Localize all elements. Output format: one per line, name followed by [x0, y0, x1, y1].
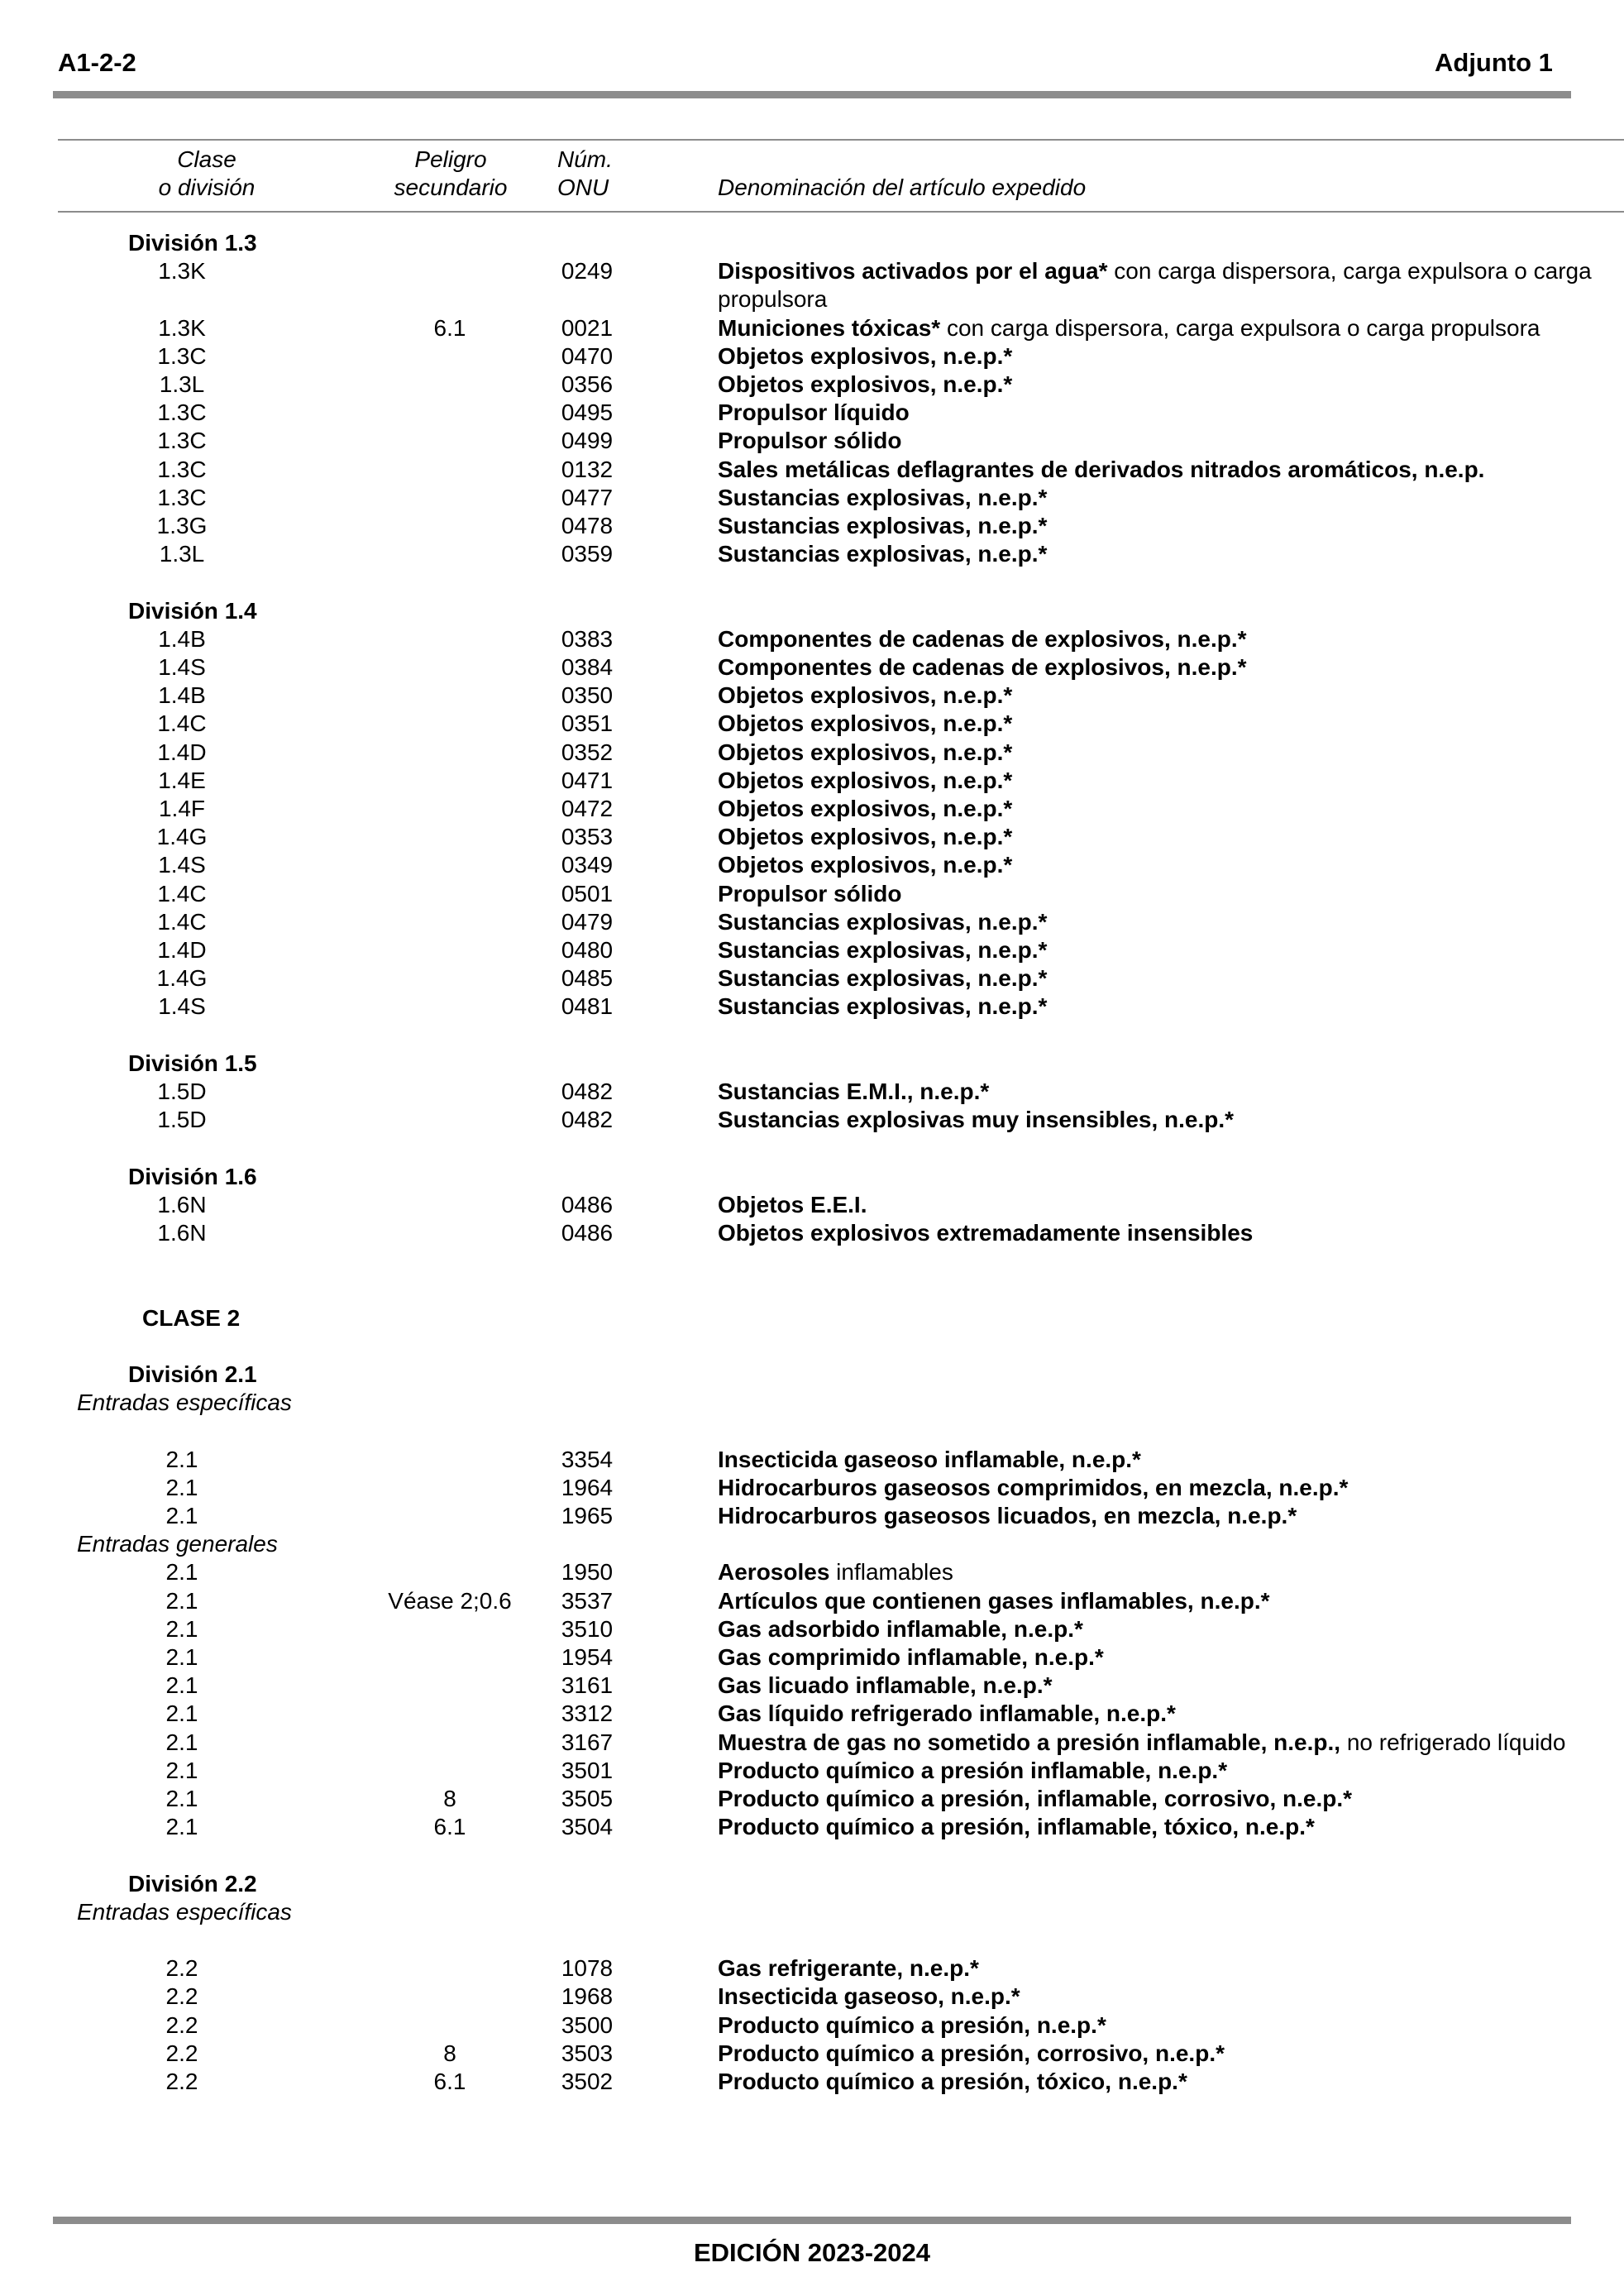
- attachment-label: Adjunto 1: [1435, 48, 1553, 77]
- class-division-cell: 1.5D: [157, 1107, 207, 1133]
- table-row: [0, 880, 1624, 908]
- shipping-name-qualifier: no refrigerado líquido: [1340, 1729, 1566, 1755]
- shipping-name-cell: [718, 1672, 1624, 1700]
- un-number-cell: 0021: [561, 314, 614, 341]
- shipping-name-cell: [718, 993, 1624, 1021]
- shipping-name-cell: [718, 1954, 1624, 1983]
- class-division-cell: 2.1: [165, 1615, 198, 1642]
- shipping-name-bold: Artículos que contienen gases inflamables, n.e.p.*: [718, 1587, 1270, 1614]
- secondary-hazard-cell: Véase 2;0.6: [388, 1587, 512, 1614]
- shipping-name-bold: Objetos explosivos, n.e.p.*: [718, 342, 1013, 369]
- entries-subheading: Entradas específicas: [77, 1898, 292, 1925]
- class-division-cell: 2.1: [165, 1474, 198, 1500]
- table-row: [0, 964, 1624, 993]
- un-number-cell: 1954: [561, 1644, 614, 1671]
- class-division-cell: 2.1: [165, 1729, 198, 1755]
- shipping-name-cell: [718, 2040, 1624, 2068]
- shipping-name-bold: Objetos E.E.I.: [718, 1191, 867, 1217]
- division-heading: División 1.5: [128, 1050, 257, 1076]
- class-division-cell: 1.4S: [158, 654, 206, 681]
- header-rule: [53, 91, 1571, 98]
- shipping-name-cell: [718, 456, 1624, 484]
- table-row: [0, 625, 1624, 653]
- entries-subheading: Entradas específicas: [77, 1390, 292, 1416]
- table-row: [0, 739, 1624, 767]
- un-number-cell: 0485: [561, 965, 614, 992]
- shipping-name-bold: Propulsor sólido: [718, 880, 902, 906]
- secondary-hazard-cell: 6.1: [433, 2069, 466, 2095]
- un-number-cell: 0486: [561, 1220, 614, 1246]
- table-row: [0, 993, 1624, 1021]
- shipping-name-bold: Gas adsorbido inflamable, n.e.p.*: [718, 1615, 1083, 1642]
- shipping-name-cell: [718, 399, 1624, 427]
- column-header-denominacion: Denominación del artículo expedido: [718, 175, 1087, 200]
- shipping-name-bold: Sustancias explosivas, n.e.p.*: [718, 965, 1048, 992]
- shipping-name-cell: [718, 767, 1624, 795]
- class-division-cell: 1.4B: [158, 625, 206, 652]
- table-row: [0, 314, 1624, 342]
- class-division-cell: 1.3K: [158, 258, 206, 285]
- table-row: [0, 851, 1624, 879]
- table-row: [0, 795, 1624, 823]
- shipping-name-bold: Producto químico a presión, n.e.p.*: [718, 2011, 1106, 2038]
- shipping-name-bold: Insecticida gaseoso, n.e.p.*: [718, 1983, 1020, 2010]
- shipping-name-bold: Gas líquido refrigerado inflamable, n.e.p.*: [718, 1700, 1176, 1727]
- shipping-name-bold: Producto químico a presión, inflamable, corrosivo, n.e.p.*: [718, 1786, 1353, 1812]
- shipping-name-bold: Producto químico a presión inflamable, n.e.p.*: [718, 1757, 1228, 1783]
- shipping-name-bold: Dispositivos activados por el agua*: [718, 258, 1108, 285]
- class-division-cell: 1.3C: [157, 484, 207, 510]
- shipping-name-bold: Propulsor sólido: [718, 428, 902, 454]
- shipping-name-bold: Producto químico a presión, inflamable, tóxico, n.e.p.*: [718, 1814, 1315, 1840]
- shipping-name-cell: [718, 1446, 1624, 1474]
- un-number-cell: 0482: [561, 1107, 614, 1133]
- un-number-cell: 1964: [561, 1474, 614, 1500]
- class-division-cell: 2.2: [165, 1955, 198, 1982]
- class-heading: CLASE 2: [142, 1304, 241, 1331]
- shipping-name-cell: [718, 1219, 1624, 1247]
- shipping-name-bold: Sustancias explosivas, n.e.p.*: [718, 993, 1048, 1020]
- shipping-name-bold: Objetos explosivos, n.e.p.*: [718, 824, 1013, 850]
- shipping-name-bold: Objetos explosivos, n.e.p.*: [718, 767, 1013, 793]
- division-heading: División 2.1: [128, 1361, 257, 1388]
- un-number-cell: 3354: [561, 1446, 614, 1472]
- un-number-cell: 3510: [561, 1615, 614, 1642]
- shipping-name-bold: Aerosoles: [718, 1559, 830, 1586]
- column-header-line: secundario: [394, 175, 508, 200]
- shipping-name-cell: [718, 1502, 1624, 1530]
- un-number-cell: 3500: [561, 2011, 614, 2038]
- class-division-cell: 1.4C: [157, 880, 207, 906]
- class-division-cell: 2.1: [165, 1503, 198, 1529]
- un-number-cell: 0501: [561, 880, 614, 906]
- edition-footer: EDICIÓN 2023-2024: [693, 2238, 931, 2267]
- column-header-line: Clase: [177, 146, 236, 172]
- class-division-cell: 1.4C: [157, 908, 207, 935]
- spacer: [0, 1134, 1624, 1162]
- shipping-name-cell: [718, 1078, 1624, 1106]
- class-division-cell: 2.1: [165, 1786, 198, 1812]
- table-row: [0, 710, 1624, 738]
- un-number-cell: 3312: [561, 1700, 614, 1727]
- shipping-name-cell: [718, 964, 1624, 993]
- secondary-hazard-cell: 8: [443, 2040, 456, 2066]
- class-division-cell: 2.1: [165, 1559, 198, 1586]
- shipping-name-cell: [718, 1813, 1624, 1841]
- shipping-name-bold: Objetos explosivos, n.e.p.*: [718, 682, 1013, 709]
- shipping-name-cell: [718, 1474, 1624, 1502]
- un-number-cell: 1078: [561, 1955, 614, 1982]
- class-division-cell: 2.1: [165, 1644, 198, 1671]
- un-number-cell: 0249: [561, 258, 614, 285]
- shipping-name-cell: [718, 1587, 1624, 1615]
- table-row: [0, 1729, 1624, 1757]
- shipping-name-cell: [718, 1729, 1624, 1757]
- shipping-name-cell: [718, 1106, 1624, 1134]
- un-number-cell: 0481: [561, 993, 614, 1020]
- shipping-name-bold: Gas comprimido inflamable, n.e.p.*: [718, 1644, 1104, 1671]
- class-division-cell: 1.4G: [156, 824, 208, 850]
- un-number-cell: 0356: [561, 371, 614, 398]
- shipping-name-bold: Objetos explosivos, n.e.p.*: [718, 371, 1013, 398]
- spacer: [0, 1247, 1624, 1275]
- un-number-cell: 0480: [561, 937, 614, 964]
- footer-rule: [53, 2217, 1571, 2224]
- spacer: [0, 1021, 1624, 1050]
- spacer: [0, 568, 1624, 596]
- table-row: [0, 1700, 1624, 1728]
- un-number-cell: 0353: [561, 824, 614, 850]
- spacer: [0, 1926, 1624, 1954]
- shipping-name-cell: [718, 653, 1624, 682]
- class-division-cell: 2.1: [165, 1446, 198, 1472]
- un-number-cell: 0383: [561, 625, 614, 652]
- un-number-cell: 3503: [561, 2040, 614, 2066]
- class-division-cell: 1.5D: [157, 1079, 207, 1105]
- class-division-cell: 2.1: [165, 1757, 198, 1783]
- class-division-cell: 1.3L: [159, 541, 205, 567]
- table-row: [0, 1587, 1624, 1615]
- class-division-cell: 1.4S: [158, 852, 206, 878]
- division-heading: División 2.2: [128, 1870, 257, 1897]
- column-header-clase: [132, 146, 281, 202]
- shipping-name-bold: Producto químico a presión, corrosivo, n.e.p.*: [718, 2040, 1225, 2066]
- un-number-cell: 3161: [561, 1672, 614, 1699]
- shipping-name-bold: Objetos explosivos extremadamente insensibles: [718, 1220, 1254, 1246]
- table-row: [0, 936, 1624, 964]
- table-row: [0, 1672, 1624, 1700]
- table-row: [0, 1757, 1624, 1785]
- class-division-cell: 1.3C: [157, 428, 207, 454]
- class-division-cell: 2.2: [165, 1983, 198, 2010]
- shipping-name-cell: [718, 2011, 1624, 2040]
- class-division-cell: 1.6N: [157, 1220, 207, 1246]
- un-number-cell: 0352: [561, 739, 614, 765]
- un-number-cell: 3167: [561, 1729, 614, 1755]
- shipping-name-bold: Hidrocarburos gaseosos licuados, en mezcla, n.e.p.*: [718, 1503, 1297, 1529]
- shipping-name-cell: [718, 625, 1624, 653]
- table-row: [0, 371, 1624, 399]
- column-header-onu: [557, 146, 657, 202]
- table-row: [0, 1954, 1624, 1983]
- spacer: [0, 1417, 1624, 1445]
- class-division-cell: 1.4S: [158, 993, 206, 1020]
- shipping-name-cell: [718, 1615, 1624, 1643]
- un-number-cell: 0351: [561, 710, 614, 737]
- column-header-line: o división: [158, 175, 256, 200]
- secondary-hazard-cell: 8: [443, 1786, 456, 1812]
- table-row: [0, 682, 1624, 710]
- un-number-cell: 0349: [561, 852, 614, 878]
- class-division-cell: 1.3C: [157, 456, 207, 482]
- shipping-name-cell: [718, 257, 1624, 313]
- un-number-cell: 0478: [561, 513, 614, 539]
- shipping-name-cell: [718, 314, 1624, 342]
- un-number-cell: 0499: [561, 428, 614, 454]
- table-row: [0, 1502, 1624, 1530]
- shipping-name-bold: Gas refrigerante, n.e.p.*: [718, 1955, 979, 1982]
- shipping-name-cell: [718, 1785, 1624, 1813]
- shipping-name-cell: [718, 371, 1624, 399]
- table-row: [0, 1078, 1624, 1106]
- table-row: [0, 767, 1624, 795]
- page-code: A1-2-2: [58, 48, 136, 77]
- shipping-name-qualifier: con carga dispersora, carga expulsora o carga propulsora: [940, 314, 1540, 341]
- un-number-cell: 1965: [561, 1503, 614, 1529]
- shipping-name-bold: Objetos explosivos, n.e.p.*: [718, 796, 1013, 822]
- shipping-name-cell: [718, 710, 1624, 738]
- table-header-rule: [58, 211, 1624, 213]
- shipping-name-bold: Sustancias explosivas, n.e.p.*: [718, 484, 1048, 510]
- class-division-cell: 1.4D: [157, 937, 207, 964]
- table-row: [0, 2011, 1624, 2040]
- class-division-cell: 1.3L: [159, 371, 205, 398]
- division-heading: División 1.6: [128, 1163, 257, 1189]
- shipping-name-cell: [718, 2068, 1624, 2096]
- un-number-cell: 3502: [561, 2069, 614, 2095]
- table-row: [0, 1191, 1624, 1219]
- shipping-name-cell: [718, 1700, 1624, 1728]
- shipping-name-cell: [718, 1983, 1624, 2011]
- column-header-peligro: [368, 146, 533, 202]
- spacer: [0, 1332, 1624, 1361]
- table-row: [0, 540, 1624, 568]
- table-row: [0, 257, 1624, 313]
- shipping-name-bold: Objetos explosivos, n.e.p.*: [718, 710, 1013, 737]
- shipping-name-bold: Sustancias explosivas, n.e.p.*: [718, 937, 1048, 964]
- column-header-line: ONU: [557, 175, 609, 200]
- table-row: [0, 908, 1624, 936]
- shipping-name-cell: [718, 540, 1624, 568]
- class-division-cell: 1.4G: [156, 965, 208, 992]
- shipping-name-cell: [718, 739, 1624, 767]
- table-row: [0, 1474, 1624, 1502]
- table-top-rule: [58, 139, 1624, 141]
- shipping-name-bold: Sustancias explosivas, n.e.p.*: [718, 513, 1048, 539]
- shipping-name-bold: Componentes de cadenas de explosivos, n.e.p.*: [718, 654, 1247, 681]
- table-row: [0, 823, 1624, 851]
- shipping-name-cell: [718, 908, 1624, 936]
- class-division-cell: 1.6N: [157, 1191, 207, 1217]
- shipping-name-bold: Muestra de gas no sometido a presión inflamable, n.e.p.,: [718, 1729, 1341, 1755]
- class-division-cell: 2.2: [165, 2069, 198, 2095]
- class-division-cell: 1.3G: [156, 513, 208, 539]
- shipping-name-bold: Sales metálicas deflagrantes de derivados nitrados aromáticos, n.e.p.: [718, 456, 1485, 482]
- spacer: [0, 1275, 1624, 1303]
- un-number-cell: 0472: [561, 796, 614, 822]
- table-row: [0, 1813, 1624, 1841]
- table-row: [0, 484, 1624, 512]
- table-row: [0, 1446, 1624, 1474]
- shipping-name-cell: [718, 1757, 1624, 1785]
- class-division-cell: 1.3C: [157, 399, 207, 426]
- shipping-name-qualifier: inflamables: [829, 1559, 953, 1586]
- un-number-cell: 0486: [561, 1191, 614, 1217]
- class-division-cell: 2.1: [165, 1700, 198, 1727]
- shipping-name-cell: [718, 342, 1624, 371]
- class-division-cell: 2.1: [165, 1814, 198, 1840]
- table-row: [0, 1106, 1624, 1134]
- class-division-cell: 1.4D: [157, 739, 207, 765]
- table-row: [0, 342, 1624, 371]
- un-number-cell: 3504: [561, 1814, 614, 1840]
- table-row: [0, 1643, 1624, 1672]
- class-division-cell: 2.1: [165, 1587, 198, 1614]
- shipping-name-bold: Municiones tóxicas*: [718, 314, 941, 341]
- class-division-cell: 1.4F: [158, 796, 206, 822]
- un-number-cell: 1950: [561, 1559, 614, 1586]
- table-row: [0, 1615, 1624, 1643]
- column-header-line: Núm.: [557, 146, 613, 172]
- shipping-name-cell: [718, 484, 1624, 512]
- table-row: [0, 1558, 1624, 1586]
- un-number-cell: 0482: [561, 1079, 614, 1105]
- secondary-hazard-cell: 6.1: [433, 1814, 466, 1840]
- shipping-name-cell: [718, 427, 1624, 455]
- spacer: [0, 1841, 1624, 1869]
- shipping-name-cell: [718, 795, 1624, 823]
- shipping-name-bold: Sustancias explosivas, n.e.p.*: [718, 908, 1048, 935]
- shipping-name-bold: Sustancias E.M.I., n.e.p.*: [718, 1079, 990, 1105]
- entries-subheading: Entradas generales: [77, 1531, 278, 1557]
- table-row: [0, 512, 1624, 540]
- column-header-line: Peligro: [414, 146, 487, 172]
- shipping-name-bold: Propulsor líquido: [718, 399, 910, 426]
- shipping-name-bold: Sustancias explosivas muy insensibles, n.e.p.*: [718, 1107, 1235, 1133]
- shipping-name-cell: [718, 936, 1624, 964]
- shipping-name-bold: Hidrocarburos gaseosos comprimidos, en mezcla, n.e.p.*: [718, 1474, 1349, 1500]
- un-number-cell: 0350: [561, 682, 614, 709]
- shipping-name-qualifier: con carga dispersora, carga expulsora o carga propulsora: [718, 258, 1598, 313]
- shipping-name-cell: [718, 1643, 1624, 1672]
- shipping-name-cell: [718, 880, 1624, 908]
- secondary-hazard-cell: 6.1: [433, 314, 466, 341]
- class-division-cell: 1.4C: [157, 710, 207, 737]
- division-heading: División 1.3: [128, 230, 257, 256]
- division-heading: División 1.4: [128, 597, 257, 624]
- un-number-cell: 0495: [561, 399, 614, 426]
- shipping-name-cell: [718, 512, 1624, 540]
- class-division-cell: 2.2: [165, 2040, 198, 2066]
- table-row: [0, 1983, 1624, 2011]
- un-number-cell: 0479: [561, 908, 614, 935]
- table-row: [0, 1785, 1624, 1813]
- un-number-cell: 3505: [561, 1786, 614, 1812]
- shipping-name-bold: Sustancias explosivas, n.e.p.*: [718, 541, 1048, 567]
- shipping-name-bold: Insecticida gaseoso inflamable, n.e.p.*: [718, 1446, 1141, 1472]
- shipping-name-cell: [718, 1558, 1624, 1586]
- class-division-cell: 1.3C: [157, 342, 207, 369]
- table-row: [0, 427, 1624, 455]
- class-division-cell: 2.2: [165, 2011, 198, 2038]
- shipping-name-cell: [718, 823, 1624, 851]
- dangerous-goods-table: [0, 229, 1624, 2096]
- table-row: [0, 456, 1624, 484]
- class-division-cell: 1.3K: [158, 314, 206, 341]
- class-division-cell: 1.4B: [158, 682, 206, 709]
- un-number-cell: 0384: [561, 654, 614, 681]
- shipping-name-bold: Producto químico a presión, tóxico, n.e.p.*: [718, 2069, 1187, 2095]
- class-division-cell: 2.1: [165, 1672, 198, 1699]
- shipping-name-bold: Objetos explosivos, n.e.p.*: [718, 852, 1013, 878]
- un-number-cell: 0470: [561, 342, 614, 369]
- un-number-cell: 0359: [561, 541, 614, 567]
- un-number-cell: 0477: [561, 484, 614, 510]
- table-row: [0, 653, 1624, 682]
- shipping-name-bold: Objetos explosivos, n.e.p.*: [718, 739, 1013, 765]
- un-number-cell: 1968: [561, 1983, 614, 2010]
- table-row: [0, 2068, 1624, 2096]
- shipping-name-cell: [718, 682, 1624, 710]
- shipping-name-cell: [718, 1191, 1624, 1219]
- un-number-cell: 0471: [561, 767, 614, 793]
- table-row: [0, 399, 1624, 427]
- table-row: [0, 1219, 1624, 1247]
- un-number-cell: 0132: [561, 456, 614, 482]
- shipping-name-bold: Componentes de cadenas de explosivos, n.e.p.*: [718, 625, 1247, 652]
- table-row: [0, 2040, 1624, 2068]
- class-division-cell: 1.4E: [158, 767, 206, 793]
- shipping-name-cell: [718, 851, 1624, 879]
- un-number-cell: 3537: [561, 1587, 614, 1614]
- shipping-name-bold: Gas licuado inflamable, n.e.p.*: [718, 1672, 1053, 1699]
- un-number-cell: 3501: [561, 1757, 614, 1783]
